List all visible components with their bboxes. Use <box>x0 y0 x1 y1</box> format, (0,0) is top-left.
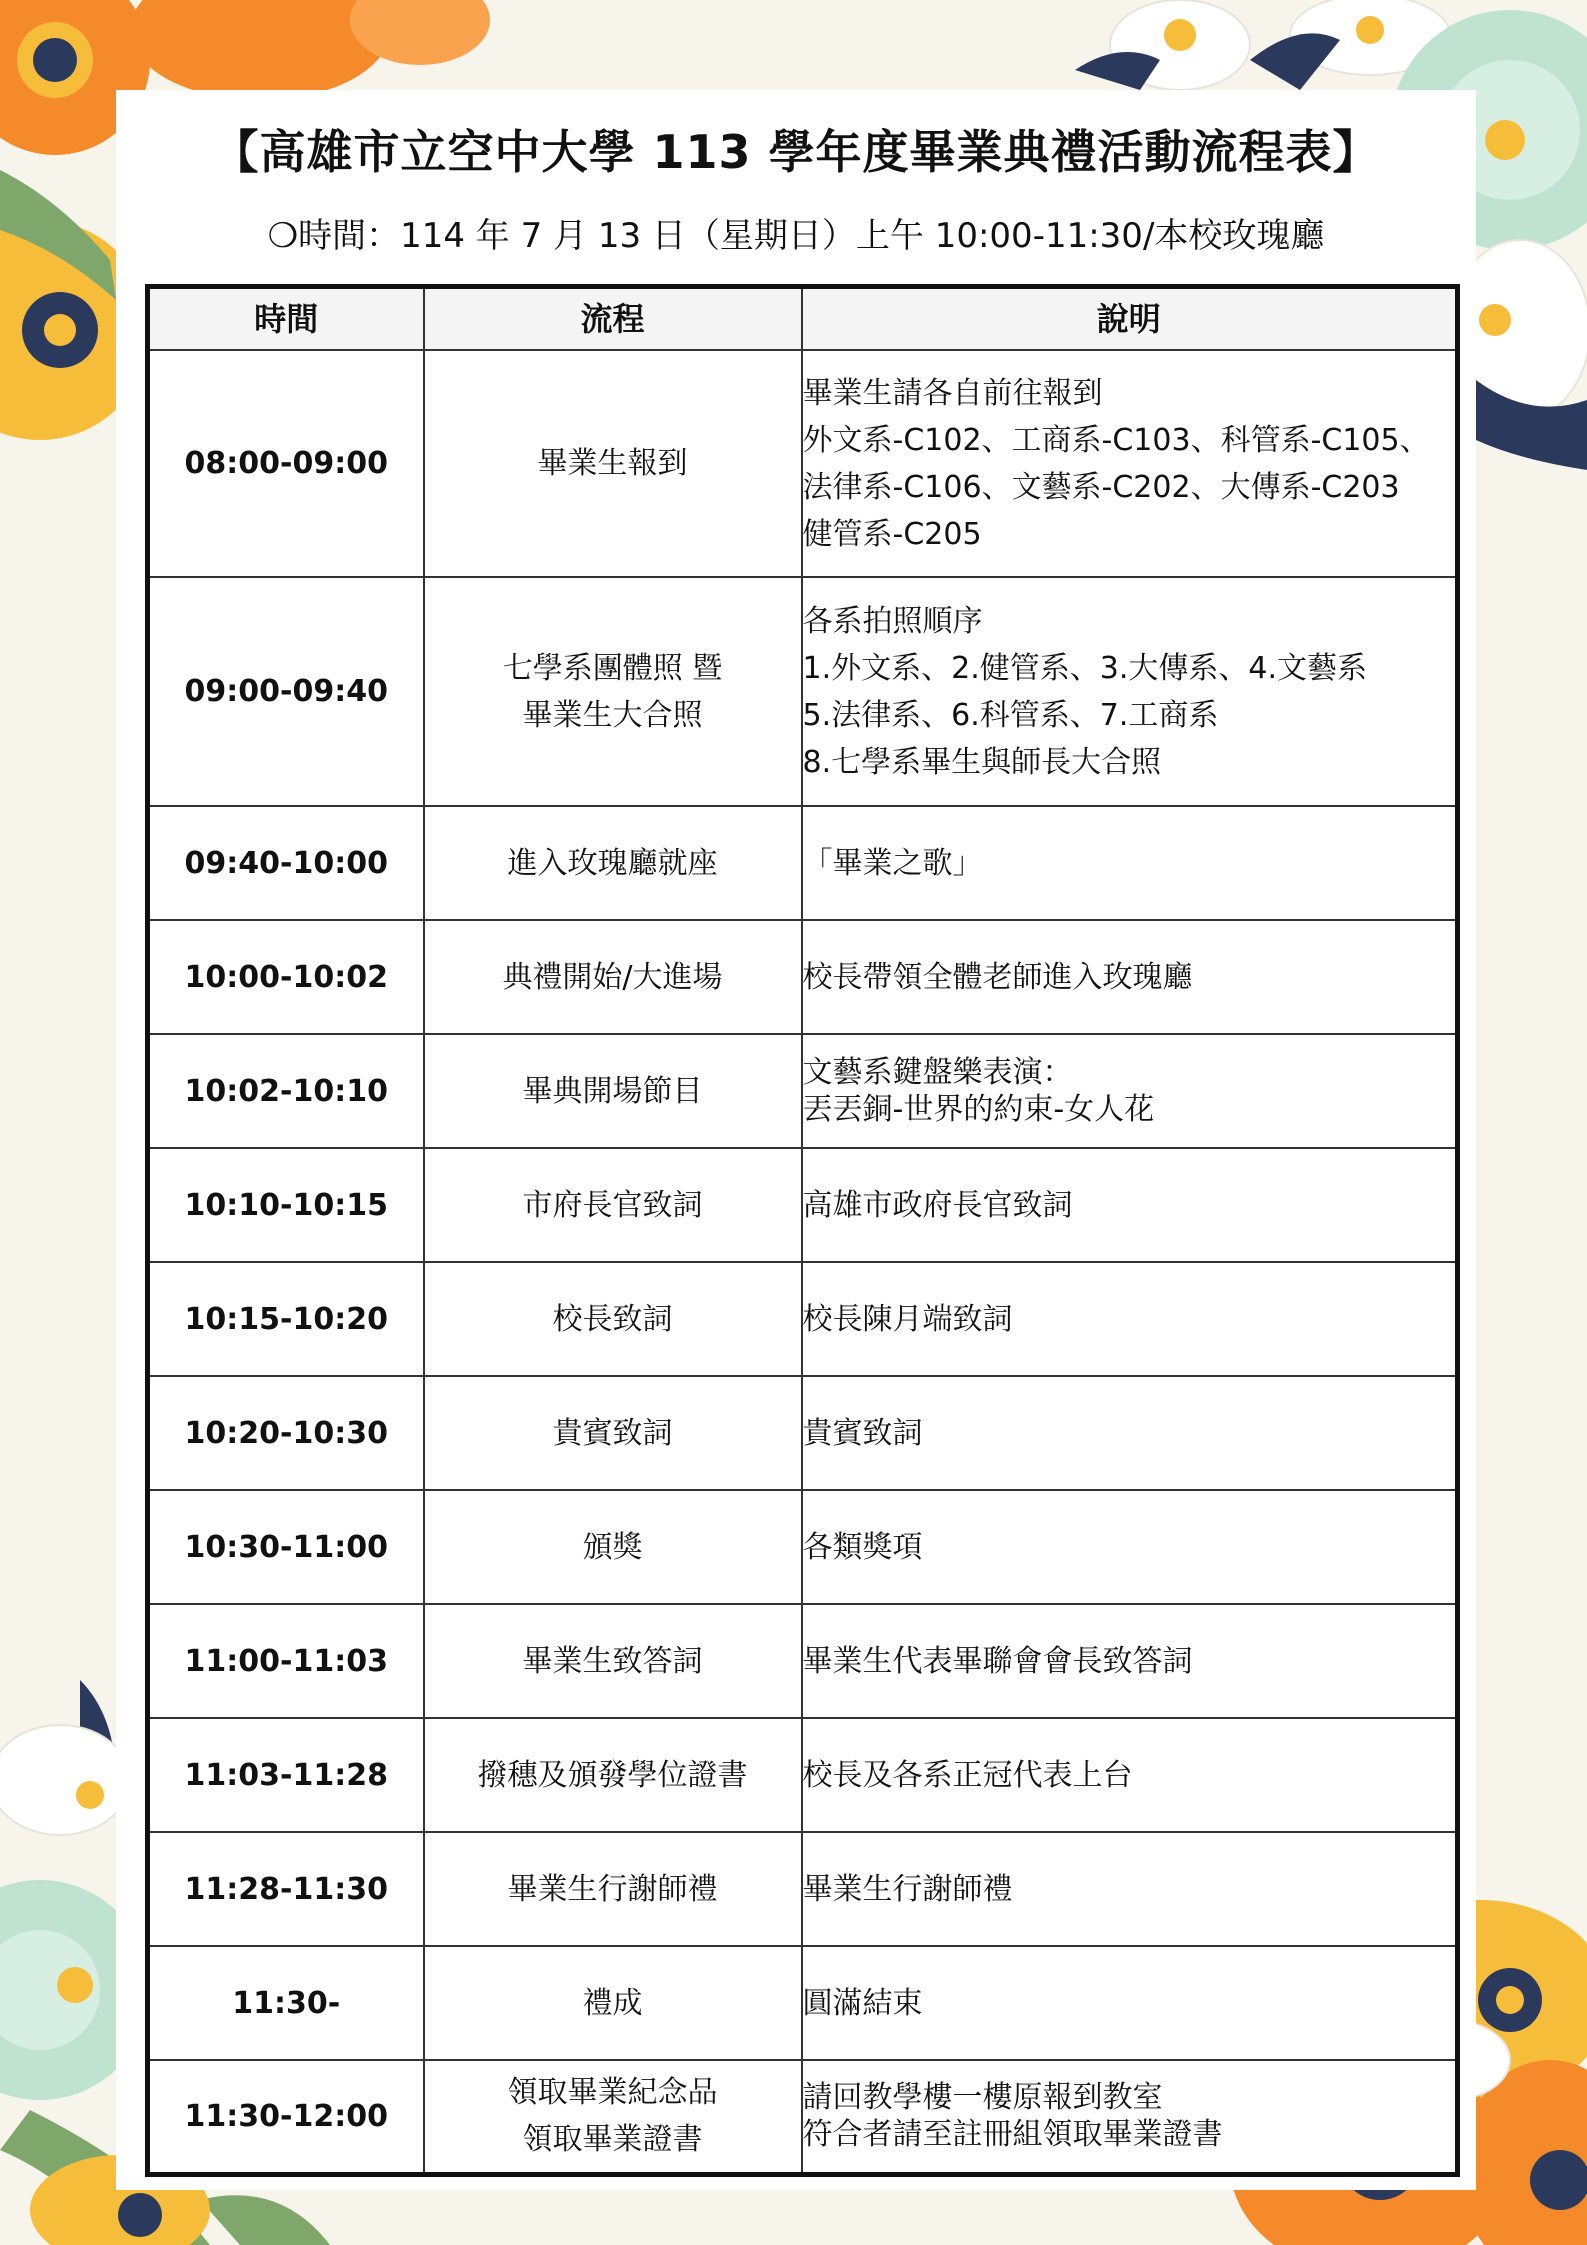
row-procedure <box>424 1718 802 1832</box>
header-time: 時間 <box>148 287 424 351</box>
procedure-line: 撥穗及頒發學位證書 <box>477 1757 748 1793</box>
row-time: 10:20-10:30 <box>148 1376 424 1490</box>
description-line: 貴賓致詞 <box>802 1415 923 1451</box>
table-row <box>148 1034 1458 1148</box>
table-row <box>148 1490 1458 1604</box>
row-description <box>802 1832 1458 1946</box>
row-procedure <box>424 1376 802 1490</box>
page-title: 【高雄市立空中大學 113 學年度畢業典禮活動流程表】 <box>212 125 1380 179</box>
procedure-line: 市府長官致詞 <box>522 1187 703 1223</box>
procedure-line: 領取畢業證書 <box>522 2122 703 2158</box>
table-row <box>148 1262 1458 1376</box>
row-description <box>802 1262 1458 1376</box>
schedule-sheet <box>116 90 1476 2190</box>
procedure-line: 畢典開場節目 <box>522 1073 703 1109</box>
row-time: 10:10-10:15 <box>148 1148 424 1262</box>
description-line: 健管系-C205 <box>802 516 982 552</box>
procedure-line: 校長致詞 <box>552 1301 673 1337</box>
procedure-line: 禮成 <box>582 1985 643 2021</box>
procedure-line: 貴賓致詞 <box>552 1415 673 1451</box>
row-description <box>802 1376 1458 1490</box>
table-row <box>148 2060 1458 2174</box>
row-procedure <box>424 1148 802 1262</box>
row-description <box>802 920 1458 1034</box>
row-procedure <box>424 1604 802 1718</box>
row-time: 10:15-10:20 <box>148 1262 424 1376</box>
description-line: 畢業生請各自前往報到 <box>802 375 1103 411</box>
description-line: 1.外文系、2.健管系、3.大傳系、4.文藝系 <box>802 650 1367 686</box>
table-row <box>148 1148 1458 1262</box>
row-description <box>802 1490 1458 1604</box>
description-line: 各類獎項 <box>802 1529 923 1565</box>
row-time: 11:28-11:30 <box>148 1832 424 1946</box>
description-line: 圓滿結束 <box>802 1985 923 2021</box>
row-procedure <box>424 1034 802 1148</box>
row-time: 09:00-09:40 <box>148 577 424 806</box>
description-line: 5.法律系、6.科管系、7.工商系 <box>802 697 1219 733</box>
table-row <box>148 1376 1458 1490</box>
header-procedure: 流程 <box>424 287 802 351</box>
description-line: 校長陳月端致詞 <box>802 1301 1013 1337</box>
header-description: 說明 <box>802 287 1458 351</box>
row-procedure <box>424 1490 802 1604</box>
row-time: 11:00-11:03 <box>148 1604 424 1718</box>
procedure-line: 畢業生大合照 <box>522 697 703 733</box>
description-line: 畢業生代表畢聯會會長致答詞 <box>802 1643 1193 1679</box>
table-row <box>148 1946 1458 2060</box>
table-row <box>148 1718 1458 1832</box>
row-description <box>802 577 1458 806</box>
row-procedure <box>424 350 802 577</box>
event-time-location: ❍時間：114 年 7 月 13 日（星期日）上午 10:00-11:30/本校玫瑰廳 <box>267 216 1325 256</box>
row-procedure <box>424 1946 802 2060</box>
row-procedure <box>424 806 802 920</box>
procedure-line: 領取畢業紀念品 <box>507 2075 718 2111</box>
procedure-line: 畢業生報到 <box>537 446 688 481</box>
row-description <box>802 1604 1458 1718</box>
description-line: 8.七學系畢生與師長大合照 <box>802 744 1162 780</box>
description-line: 外文系-C102、工商系-C103、科管系-C105、 <box>802 422 1430 458</box>
description-line: 校長及各系正冠代表上台 <box>802 1757 1133 1793</box>
table-row <box>148 1604 1458 1718</box>
row-time: 11:30-12:00 <box>148 2060 424 2174</box>
row-description <box>802 1148 1458 1262</box>
table-header-row <box>148 287 1458 351</box>
table-row <box>148 920 1458 1034</box>
row-procedure <box>424 1262 802 1376</box>
row-description <box>802 1034 1458 1148</box>
procedure-line: 頒獎 <box>582 1529 643 1565</box>
description-line: 各系拍照順序 <box>802 603 983 639</box>
row-description <box>802 350 1458 577</box>
row-description <box>802 1718 1458 1832</box>
description-line: 法律系-C106、文藝系-C202、大傳系-C203 <box>802 469 1400 505</box>
table-row <box>148 806 1458 920</box>
row-time: 11:03-11:28 <box>148 1718 424 1832</box>
procedure-line: 畢業生行謝師禮 <box>507 1871 718 1907</box>
row-procedure <box>424 920 802 1034</box>
row-time: 08:00-09:00 <box>148 350 424 577</box>
description-line: 丟丟銅-世界的約束-女人花 <box>802 1092 1155 1127</box>
row-description <box>802 806 1458 920</box>
row-time: 09:40-10:00 <box>148 806 424 920</box>
procedure-line: 畢業生致答詞 <box>522 1643 703 1679</box>
row-time: 10:02-10:10 <box>148 1034 424 1148</box>
description-line: 請回教學樓一樓原報到教室 <box>802 2080 1163 2116</box>
flower-icon <box>0 1725 130 1835</box>
row-procedure <box>424 1832 802 1946</box>
schedule-table <box>145 284 1460 2177</box>
table-row <box>148 350 1458 577</box>
table-row <box>148 577 1458 806</box>
description-line: 高雄市政府長官致詞 <box>802 1187 1073 1223</box>
procedure-line: 七學系團體照 暨 <box>502 650 723 686</box>
description-line: 符合者請至註冊組領取畢業證書 <box>802 2117 1223 2153</box>
row-time: 10:00-10:02 <box>148 920 424 1034</box>
description-line: 畢業生行謝師禮 <box>802 1871 1013 1907</box>
description-line: 校長帶領全體老師進入玫瑰廳 <box>802 959 1193 995</box>
procedure-line: 進入玫瑰廳就座 <box>507 845 718 881</box>
description-line: 文藝系鍵盤樂表演： <box>802 1055 1073 1090</box>
row-description <box>802 1946 1458 2060</box>
procedure-line: 典禮開始/大進場 <box>502 959 723 995</box>
row-time: 11:30- <box>148 1946 424 2060</box>
row-time: 10:30-11:00 <box>148 1490 424 1604</box>
description-line: 「畢業之歌」 <box>802 845 983 881</box>
row-procedure <box>424 2060 802 2174</box>
row-procedure <box>424 577 802 806</box>
flower-icon <box>130 0 490 100</box>
row-description <box>802 2060 1458 2174</box>
table-row <box>148 1832 1458 1946</box>
